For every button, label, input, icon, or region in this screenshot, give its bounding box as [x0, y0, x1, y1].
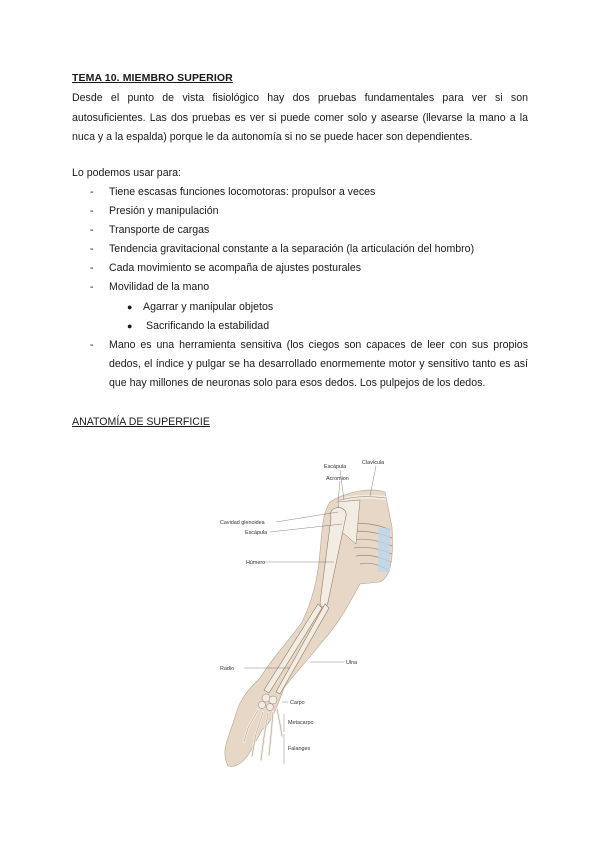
bullet-marker: ●: [127, 301, 133, 312]
bullet-marker: ●: [127, 320, 133, 331]
label-acromion: Acromion: [326, 476, 349, 482]
sub-list-item-text: Sacrificando la estabilidad: [146, 319, 270, 332]
list-item-text: Presión y manipulación: [109, 205, 219, 218]
dash-marker: -: [90, 281, 94, 294]
uses-lead: Lo podemos usar para:: [72, 167, 181, 179]
dash-marker: -: [90, 186, 94, 198]
list-item-text: Tiene escasas funciones locomotoras: propulsor a veces: [109, 186, 376, 198]
label-radio: Radio: [220, 666, 235, 672]
uses-list: [72, 183, 528, 393]
label-cavidad-glenoidea: Cavidad glenoidea: [220, 520, 265, 526]
document-title: TEMA 10. MIEMBRO SUPERIOR: [72, 72, 233, 84]
label-humero: Húmero: [246, 560, 266, 566]
list-item-text: Transporte de cargas: [109, 224, 210, 237]
label-metacarpo: Metacarpo: [288, 720, 314, 726]
label-escapula: Escápula: [245, 530, 268, 536]
list-item: [72, 259, 528, 278]
dash-marker: -: [90, 262, 94, 275]
list-item-text: Cada movimiento se acompaña de ajustes posturales: [109, 262, 362, 275]
label-ulna: Ulna: [346, 660, 358, 666]
label-carpo: Carpo: [290, 700, 305, 706]
label-falanges: Falanges: [288, 746, 311, 752]
dash-marker: -: [90, 338, 94, 351]
dash-marker: -: [90, 243, 94, 256]
list-item-text: Mano es una herramienta sensitiva (los ciegos son capaces de leer con sus propios dedos, el índice y pulgar se ha desarrollado enormemente motor y sensitivo tanto es así que hay millones de neuronas solo para esos dedos. Los pulpejos de los dedos.: [109, 338, 528, 389]
list-item: [72, 240, 528, 259]
list-item: [72, 221, 528, 240]
sub-list-item-text: Agarrar y manipular objetos: [143, 300, 274, 313]
section-title: ANATOMÍA DE SUPERFICIE: [72, 416, 210, 428]
list-item: [72, 183, 528, 202]
sub-list-item: [109, 317, 528, 336]
label-escapula-top: Escápula: [324, 464, 347, 470]
list-item-text: Movilidad de la mano: [109, 281, 210, 294]
cartilage: [378, 528, 390, 572]
dash-marker: -: [90, 205, 94, 218]
list-item: [72, 336, 528, 393]
upper-limb-skeleton-figure: [210, 452, 410, 772]
sub-list-item: [109, 298, 528, 317]
intro-paragraph: Desde el punto de vista fisiológico hay dos pruebas fundamentales para ver si son autosuficientes. Las dos pruebas es ver si puede comer solo y asearse (llevarse la mano a la nuca y a la espalda) porque le da autonomía si no se puede hacer son dependientes.: [72, 92, 528, 144]
list-item: [72, 278, 528, 335]
list-item: [72, 202, 528, 221]
sub-list: [109, 298, 528, 336]
dash-marker: -: [90, 224, 94, 237]
list-item-text: Tendencia gravitacional constante a la separación (la articulación del hombro): [109, 243, 475, 256]
label-clavicula: Clavícula: [362, 460, 385, 466]
